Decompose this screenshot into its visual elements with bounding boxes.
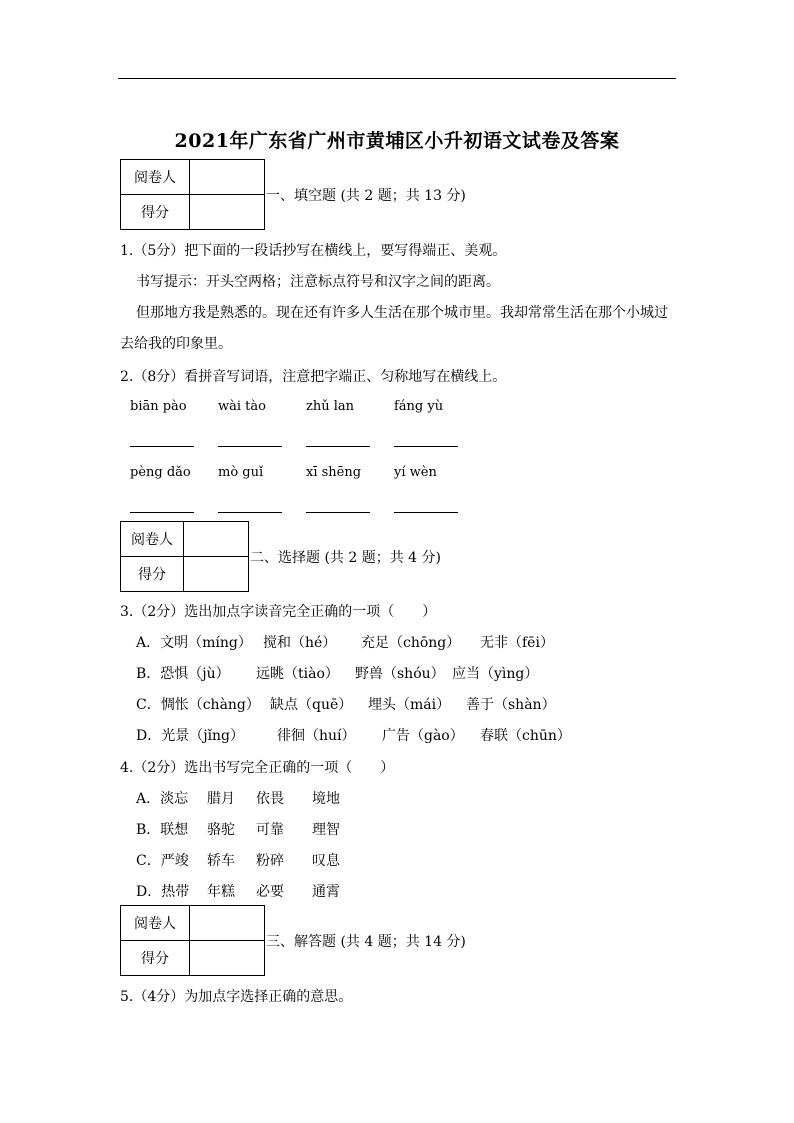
q3-option: 无非（fēi）	[480, 635, 554, 651]
q4-option: A．淡忘	[136, 791, 189, 807]
answer-blank	[130, 446, 194, 447]
q4-option: D．热带	[136, 884, 190, 900]
q4-option: 通霄	[312, 884, 340, 900]
score-label: 得分	[121, 557, 184, 592]
q4-option: 骆驼	[207, 822, 235, 838]
q3-option: 埋头（mái）	[368, 697, 451, 713]
q4-option: 腊月	[207, 791, 235, 807]
pinyin-item: pèng dǎo	[130, 465, 191, 480]
q3-stem: 3.（2分）选出加点字读音完全正确的一项（ ）	[120, 604, 437, 620]
answer-blank	[394, 446, 458, 447]
pinyin-item: wài tào	[218, 399, 266, 414]
section-heading-3: 三、解答题 (共 4 题；共 14 分)	[266, 934, 466, 950]
section-heading-1: 一、填空题 (共 2 题；共 13 分)	[266, 188, 466, 204]
score-box	[120, 159, 265, 230]
q4-option: 可靠	[256, 822, 284, 838]
pinyin-item: yí wèn	[394, 465, 437, 480]
reviewer-cell	[184, 522, 249, 557]
q1-stem: 1.（5分）把下面的一段话抄写在横线上，要写得端正、美观。	[120, 243, 507, 259]
q4-option: C．严竣	[136, 853, 189, 869]
q3-option: 野兽（shóu）	[355, 666, 445, 682]
reviewer-label: 阅卷人	[121, 522, 184, 557]
page-title: 2021年广东省广州市黄埔区小升初语文试卷及答案	[174, 130, 620, 152]
q4-option: 轿车	[207, 853, 235, 869]
header-rule	[118, 78, 676, 79]
q1-hint: 书写提示：开头空两格；注意标点符号和汉字之间的距离。	[136, 274, 500, 290]
pinyin-item: xī shēng	[306, 465, 362, 480]
answer-blank	[306, 446, 370, 447]
q3-option: 应当（yìng）	[452, 666, 539, 682]
pinyin-item: fáng yù	[394, 399, 444, 414]
q4-stem: 4.（2分）选出书写完全正确的一项（ ）	[120, 760, 395, 776]
q3-option: A．文明（míng）	[136, 635, 252, 651]
score-label: 得分	[121, 195, 190, 230]
q3-option: D．光景（jǐng）	[136, 728, 245, 744]
q4-option: B．联想	[136, 822, 189, 838]
section-heading-2: 二、选择题 (共 2 题；共 4 分)	[250, 550, 441, 566]
answer-blank	[218, 446, 282, 447]
reviewer-label: 阅卷人	[121, 160, 190, 195]
answer-blank	[306, 512, 370, 513]
q3-option: 春联（chūn）	[480, 728, 571, 744]
q4-option: 理智	[312, 822, 340, 838]
q3-option: 广告（gào）	[382, 728, 464, 744]
answer-blank	[130, 512, 194, 513]
q3-option: 搅和（hé）	[263, 635, 337, 651]
reviewer-cell	[190, 160, 265, 195]
q4-option: 叹息	[312, 853, 340, 869]
pinyin-item: biān pào	[130, 399, 187, 414]
q3-option: B．恐惧（jù）	[136, 666, 230, 682]
q3-option: 善于（shàn）	[466, 697, 556, 713]
q4-option: 年糕	[207, 884, 235, 900]
reviewer-cell	[190, 906, 265, 941]
q3-option: 充足（chōng）	[361, 635, 461, 651]
q3-option: 缺点（quē）	[270, 697, 353, 713]
q4-option: 必要	[256, 884, 284, 900]
q3-option: 远眺（tiào）	[256, 666, 339, 682]
score-box	[120, 521, 249, 592]
score-label: 得分	[121, 941, 190, 976]
q3-option: 徘徊（huí）	[277, 728, 356, 744]
pinyin-item: mò guǐ	[218, 465, 264, 480]
q4-option: 粉碎	[256, 853, 284, 869]
score-box	[120, 905, 265, 976]
q4-option: 依畏	[256, 791, 284, 807]
q4-option: 境地	[312, 791, 340, 807]
q1-passage-line1: 但那地方我是熟悉的。现在还有许多人生活在那个城市里。我却常常生活在那个小城过	[136, 305, 668, 321]
q1-passage-line2: 去给我的印象里。	[120, 336, 232, 352]
score-cell	[190, 195, 265, 230]
pinyin-item: zhǔ lan	[306, 399, 355, 414]
answer-blank	[394, 512, 458, 513]
q2-stem: 2.（8分）看拼音写词语，注意把字端正、匀称地写在横线上。	[120, 369, 507, 385]
reviewer-label: 阅卷人	[121, 906, 190, 941]
answer-blank	[218, 512, 282, 513]
score-cell	[184, 557, 249, 592]
q5-stem: 5.（4分）为加点字选择正确的意思。	[120, 989, 353, 1005]
score-cell	[190, 941, 265, 976]
q3-option: C．惆怅（chàng）	[136, 697, 260, 713]
